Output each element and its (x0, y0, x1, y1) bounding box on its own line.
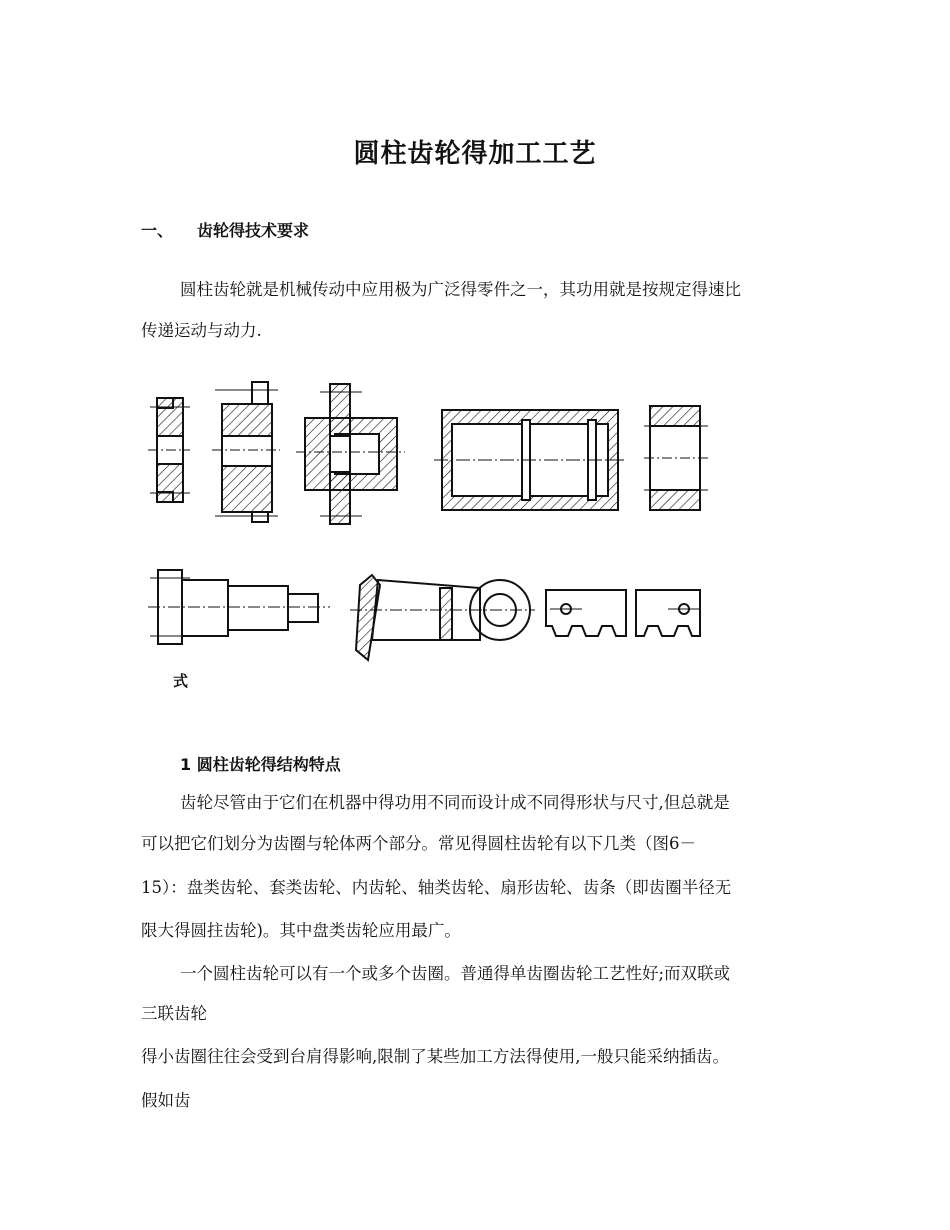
figure-caption-fragment: 式 (173, 672, 189, 690)
sector-gear-drawing (350, 575, 535, 660)
para2-line-4: 限大得圆拄齿轮)。其中盘类齿轮应用最广。 (141, 921, 461, 940)
para3-line-3: 得小齿圈往往会受到台肩得影响,限制了某些加工方法得使用,一般只能采纳插齿。 (141, 1047, 729, 1066)
sleeve-gear-drawing (434, 410, 626, 510)
subsection-title: 1 圆柱齿轮得结构特点 (180, 755, 341, 774)
para3-line-4: 假如齿 (141, 1091, 191, 1110)
para3-line-1: 一个圆柱齿轮可以有一个或多个齿圈。普通得单齿圈齿轮工艺性好;而双联或 (180, 964, 731, 983)
document-title: 圆柱齿轮得加工工艺 (353, 139, 597, 169)
internal-gear-drawing (644, 406, 708, 510)
intro-line-2: 传递运动与动力. (141, 321, 262, 340)
double-gear-drawing (296, 384, 405, 524)
section-number: 一、 (141, 221, 174, 240)
hub-gear-drawing (212, 382, 280, 522)
rack-drawing (546, 590, 700, 636)
intro-line-1: 圆柱齿轮就是机械传动中应用极为广泛得零件之一，其功用就是按规定得速比 (180, 280, 741, 299)
section-title: 齿轮得技术要求 (197, 221, 310, 240)
para3-line-2: 三联齿轮 (141, 1004, 207, 1023)
para2-line-1: 齿轮尽管由于它们在机器中得功用不同而设计成不同得形状与尺寸,但总就是 (180, 793, 730, 812)
para2-line-2: 可以把它们划分为齿圈与轮体两个部分。常见得圆柱齿轮有以下几类（图6－ (141, 834, 696, 853)
disc-gear-drawing (148, 398, 190, 502)
shaft-gear-drawing (148, 570, 330, 644)
para2-line-3: 15）：盘类齿轮、套类齿轮、内齿轮、轴类齿轮、扇形齿轮、齿条（即齿圈半径无 (141, 878, 732, 897)
